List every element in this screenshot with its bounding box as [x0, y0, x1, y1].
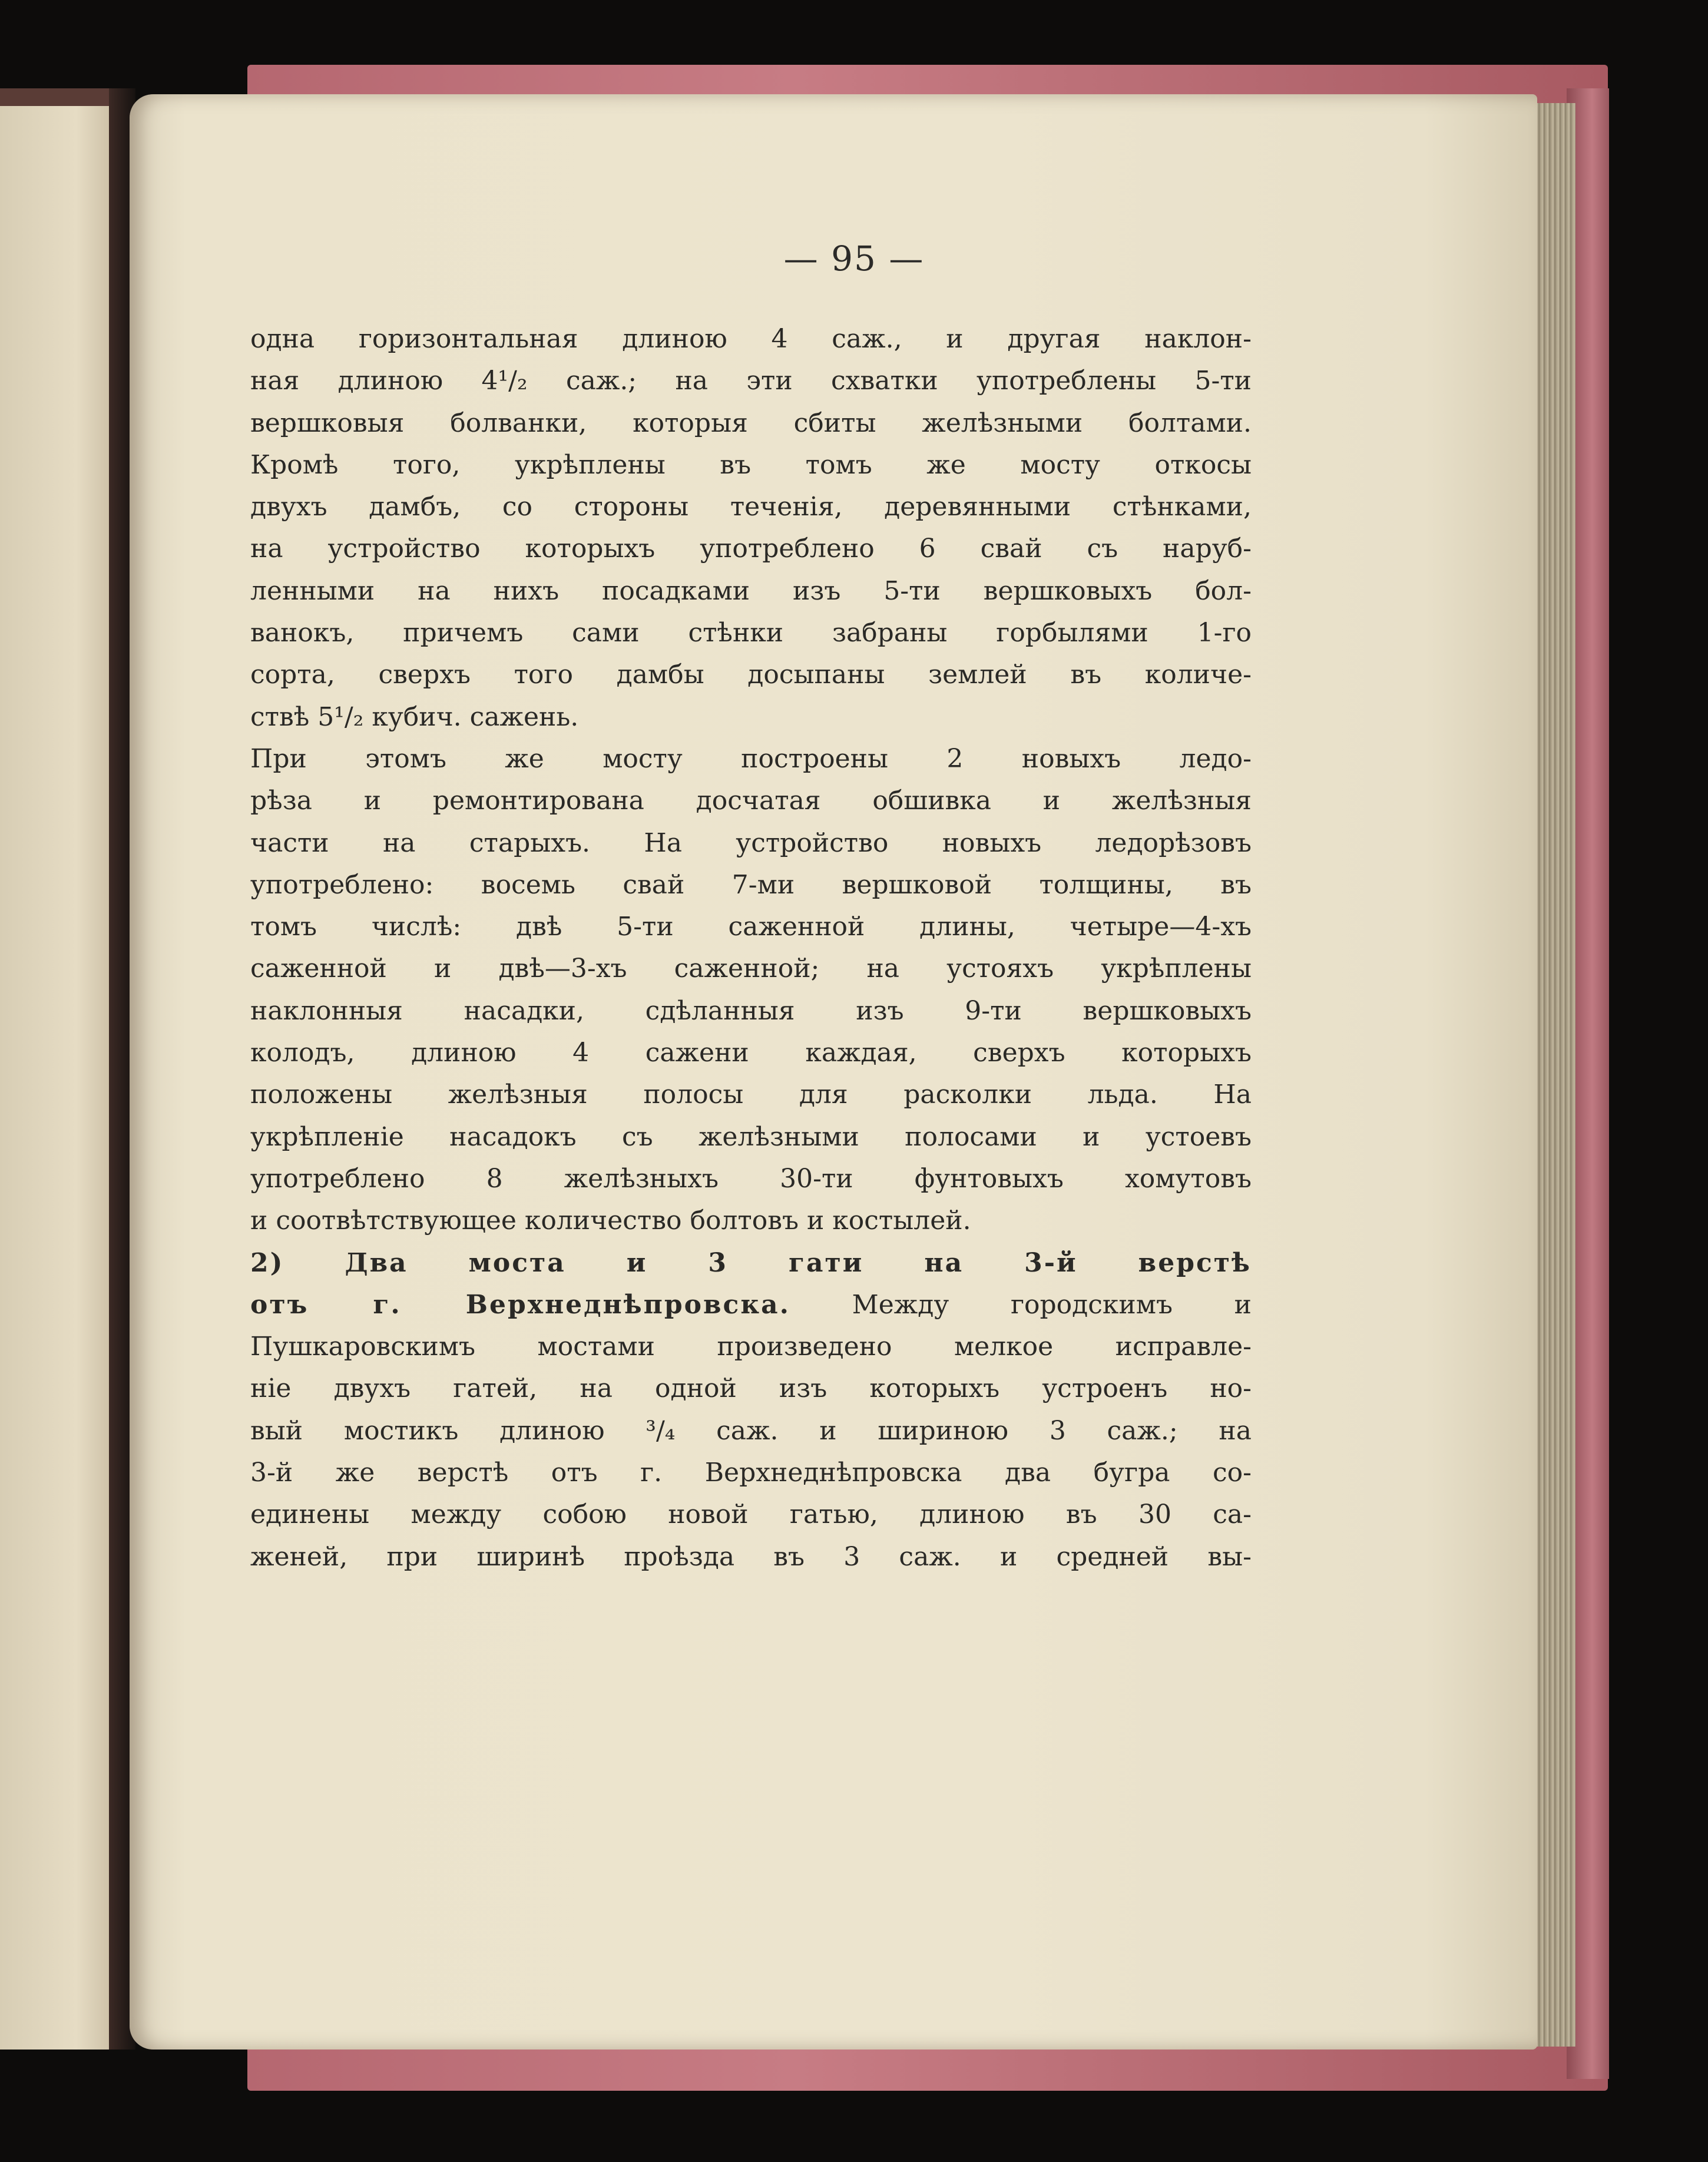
section-heading: отъ г. Верхнеднѣпровска.	[250, 1289, 790, 1320]
text-line: 2) Два моста и 3 гати на 3-й верстѣ	[250, 1247, 1252, 1278]
text-line: колодъ, длиною 4 сажени каждая, сверхъ которыхъ	[250, 1038, 1252, 1068]
text-line: женей, при ширинѣ проѣзда въ 3 саж. и средней вы-	[250, 1541, 1252, 1572]
text-line: ная длиною 4¹/₂ саж.; на эти схватки употреблены 5-ти	[250, 366, 1252, 396]
text-line: томъ числѣ: двѣ 5-ти саженной длины, четыре—4-хъ	[250, 912, 1252, 942]
text-line: положены желѣзныя полосы для расколки льда. На	[250, 1080, 1252, 1110]
text-line: двухъ дамбъ, со стороны теченія, деревянными стѣнками,	[250, 492, 1252, 522]
text-line: ніе двухъ гатей, на одной изъ которыхъ устроенъ но-	[250, 1373, 1252, 1404]
text-line: Кромѣ того, укрѣплены въ томъ же мосту откосы	[250, 449, 1252, 480]
text-line: наклонныя насадки, сдѣланныя изъ 9-ти вершковыхъ	[250, 995, 1252, 1026]
text-line: укрѣпленіе насадокъ съ желѣзными полосами и устоевъ	[250, 1121, 1252, 1152]
text-line: ствѣ 5¹/₂ кубич. сажень.	[250, 701, 579, 732]
text-line: 3-й же верстѣ отъ г. Верхнеднѣпровска два бугра со-	[250, 1458, 1252, 1488]
text-line: вершковыя болванки, которыя сбиты желѣзными болтами.	[250, 408, 1252, 438]
text-line: одна горизонтальная длиною 4 саж., и другая наклон-	[250, 324, 1252, 354]
text-line: Пушкаровскимъ мостами произведено мелкое исправле-	[250, 1332, 1252, 1362]
text-line: единены между собою новой гатью, длиною въ 30 са-	[250, 1499, 1252, 1530]
text-line: ванокъ, причемъ сами стѣнки забраны горбылями 1-го	[250, 618, 1252, 648]
text-line: саженной и двѣ—3-хъ саженной; на устояхъ укрѣплены	[250, 953, 1252, 984]
page-body-text	[250, 318, 1252, 1578]
left-page-edge	[0, 88, 109, 2050]
text-line: ленными на нихъ посадками изъ 5-ти вершковыхъ бол-	[250, 575, 1252, 606]
page-number: — 95 —	[783, 239, 925, 279]
text-line: рѣза и ремонтирована досчатая обшивка и желѣзныя	[250, 786, 1252, 816]
text-line: отъ г. Верхнеднѣпровска. Между городскимъ и	[250, 1289, 1252, 1320]
text-line: вый мостикъ длиною ³/₄ саж. и шириною 3 саж.; на	[250, 1415, 1252, 1446]
text-line: и соотвѣтствующее количество болтовъ и костылей.	[250, 1206, 971, 1236]
text-line: При этомъ же мосту построены 2 новыхъ ледо-	[250, 743, 1252, 774]
text-line: части на старыхъ. На устройство новыхъ ледорѣзовъ	[250, 827, 1252, 858]
text-line: употреблено: восемь свай 7-ми вершковой толщины, въ	[250, 869, 1252, 900]
text-line: на устройство которыхъ употреблено 6 свай съ наруб-	[250, 534, 1252, 564]
text-line: сорта, сверхъ того дамбы досыпаны землей въ количе-	[250, 660, 1252, 690]
text-line: употреблено 8 желѣзныхъ 30-ти фунтовыхъ хомутовъ	[250, 1163, 1252, 1194]
